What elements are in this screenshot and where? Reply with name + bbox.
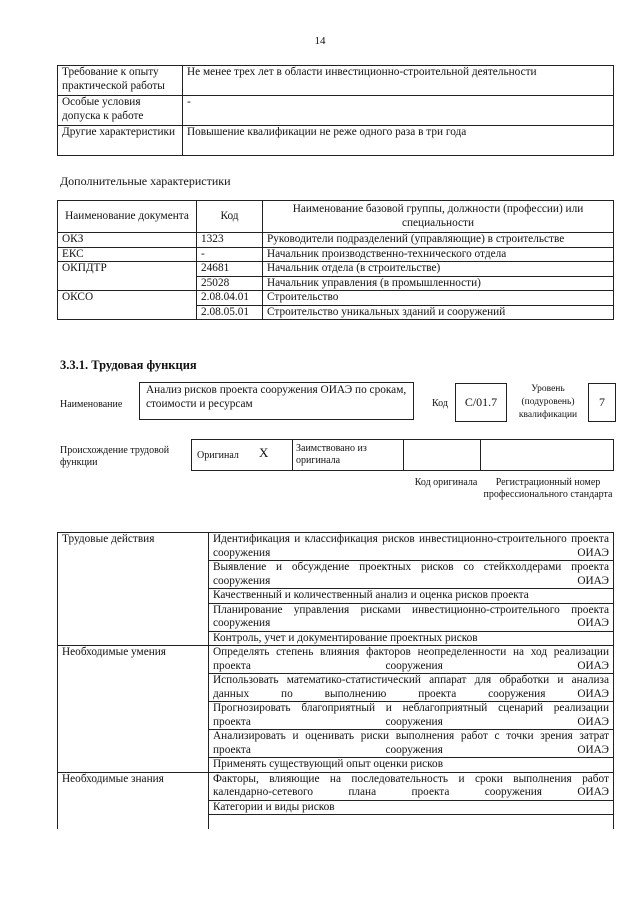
code-cell: 2.08.05.01 [197,305,263,320]
origin-row [191,439,614,471]
doc-cell: ОКПДТР [58,262,197,291]
list-item: Анализировать и оценивать риски выполнения работ с точки зрения затрат проекта сооружения ОИАЭ [209,730,614,758]
name-cell: Начальник отдела (в строительстве) [263,262,614,277]
name-cell: Начальник производственно-технического отдела [263,247,614,262]
doc-cell: ЕКС [58,247,197,262]
name-cell: Начальник управления (в промышленности) [263,276,614,291]
name-cell: Строительство уникальных зданий и сооружений [263,305,614,320]
requirement-value: Повышение квалификации не реже одного раза в три года [183,126,614,156]
header-document: Наименование документа [58,201,197,233]
list-item: Факторы, влияющие на последовательность и сроки выполнения работ календарно-сетевого плана проекта сооружения ОИАЭ [209,772,614,800]
list-item: Определять степень влияния факторов неопределенности на ход реализации проекта сооружения ОИАЭ [209,646,614,674]
list-item: Применять существующий опыт оценки рисков [209,758,614,773]
doc-cell: ОКЗ [58,233,197,248]
origin-label: Происхождение трудовой функции [60,445,170,468]
group-header: Необходимые умения [58,646,209,773]
level-label: Уровень (подуровень) квалификации [518,384,578,420]
function-name-box: Анализ рисков проекта сооружения ОИАЭ по срокам, стоимости и ресурсам [139,382,414,420]
code-original-cell [403,440,481,470]
requirements-table [57,65,614,156]
code-cell: 25028 [197,276,263,291]
requirement-label: Особые условия допуска к работе [58,96,183,126]
list-item: Планирование управления рисками инвестиционно-строительного проекта сооружения ОИАЭ [209,603,614,631]
section-title: 3.3.1. Трудовая функция [60,358,197,372]
code-cell: - [197,247,263,262]
requirement-value: - [183,96,614,126]
requirement-label: Требование к опыту практической работы [58,66,183,96]
original-label: Оригинал [197,450,239,461]
group-header: Необходимые знания [58,772,209,829]
level-value-box: 7 [588,383,616,422]
header-code: Код [197,201,263,233]
code-cell: 24681 [197,262,263,277]
function-code-box: C/01.7 [455,383,507,422]
group-header: Трудовые действия [58,533,209,646]
requirement-value: Не менее трех лет в области инвестиционно-строительной деятельности [183,66,614,96]
list-item: Прогнозировать благоприятный и неблагоприятный сценарий реализации проекта сооружения ОИАЭ [209,702,614,730]
list-item: Категории и виды рисков [209,800,614,815]
borrowed-label: Заимствовано из оригинала [296,443,367,466]
page-number: 14 [314,35,326,47]
code-original-label: Код оригинала [414,477,478,488]
list-item [209,815,614,829]
reg-number-label: Регистрационный номер профессионального стандарта [483,477,613,500]
name-cell: Руководители подразделений (управляющие) в строительстве [263,233,614,248]
reg-number-cell [479,440,613,470]
additional-table [57,200,614,320]
requirement-label: Другие характеристики [58,126,183,156]
list-item: Идентификация и классификация рисков инвестиционно-строительного проекта сооружения ОИАЭ [209,533,614,561]
original-mark: X [259,445,269,460]
list-item: Использовать математико-статистический аппарат для обработки и анализа данных по выполнению проекта сооружения ОИАЭ [209,674,614,702]
additional-title: Дополнительные характеристики [60,174,231,188]
list-item: Контроль, учет и документирование проектных рисков [209,631,614,646]
header-name: Наименование базовой группы, должности (профессии) или специальности [263,201,614,233]
code-label: Код [432,398,448,409]
code-cell: 2.08.04.01 [197,291,263,306]
doc-cell: ОКСО [58,291,197,320]
name-label: Наименование [60,399,123,410]
list-item: Качественный и количественный анализ и оценка рисков проекта [209,589,614,604]
code-cell: 1323 [197,233,263,248]
labor-functions-table [57,532,614,829]
name-cell: Строительство [263,291,614,306]
list-item: Выявление и обсуждение проектных рисков со стейкхолдерами проекта сооружения ОИАЭ [209,561,614,589]
